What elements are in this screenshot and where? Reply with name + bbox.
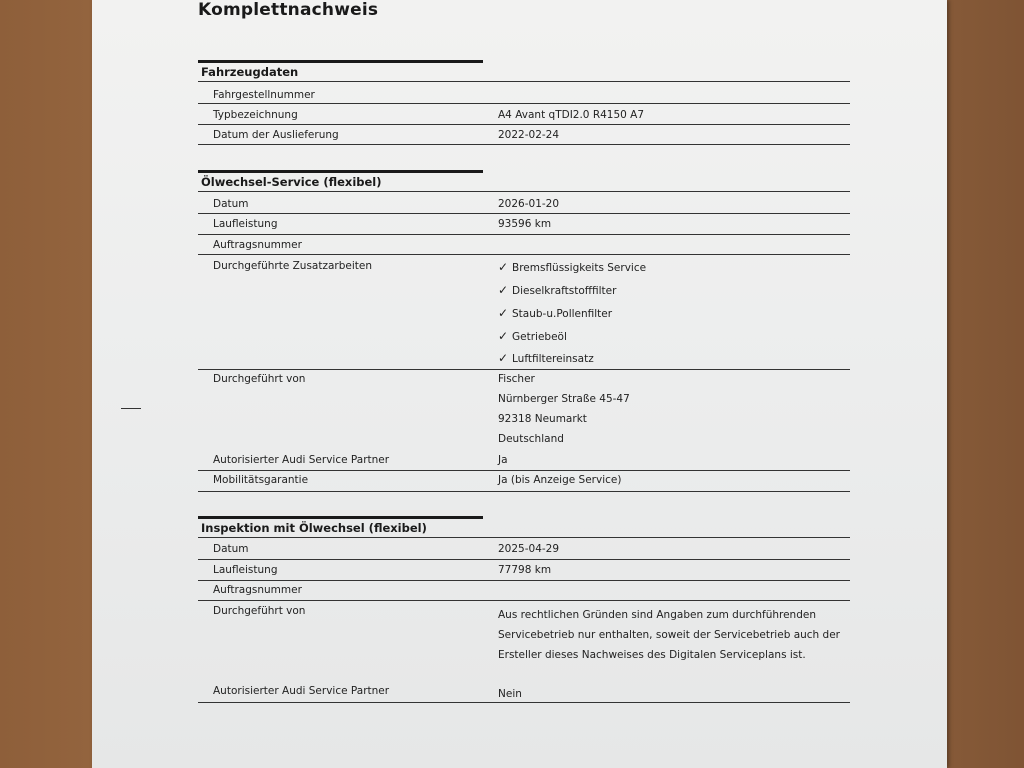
divider bbox=[198, 470, 850, 471]
list-item bbox=[498, 351, 594, 365]
divider bbox=[198, 81, 850, 82]
list-item bbox=[498, 306, 612, 320]
row-label: Autorisierter Audi Service Partner bbox=[213, 454, 390, 466]
row-label: Auftragsnummer bbox=[213, 584, 302, 596]
divider bbox=[198, 213, 850, 214]
section-bar bbox=[198, 60, 483, 63]
section-bar bbox=[198, 170, 483, 173]
address-line: 92318 Neumarkt bbox=[498, 413, 587, 425]
section-bar bbox=[198, 516, 483, 519]
divider bbox=[198, 369, 850, 370]
row-label: Laufleistung bbox=[213, 218, 278, 230]
row-value: 77798 km bbox=[498, 564, 552, 576]
divider bbox=[198, 580, 850, 581]
divider bbox=[198, 559, 850, 560]
divider bbox=[198, 491, 850, 492]
notice-line: Servicebetrieb nur enthalten, soweit der Servicebetrieb auch der bbox=[498, 629, 840, 641]
divider bbox=[198, 191, 850, 192]
divider bbox=[198, 124, 850, 125]
row-label: Durchgeführte Zusatzarbeiten bbox=[213, 260, 373, 272]
row-label: Auftragsnummer bbox=[213, 239, 302, 251]
divider bbox=[198, 103, 850, 104]
check-icon: ✓ bbox=[498, 306, 509, 320]
address-line: Nürnberger Straße 45-47 bbox=[498, 393, 630, 405]
row-value: 2025-04-29 bbox=[498, 543, 560, 555]
row-value: 2022-02-24 bbox=[498, 129, 560, 141]
check-icon: ✓ bbox=[498, 351, 509, 365]
divider bbox=[198, 702, 850, 703]
document-title: Komplettnachweis bbox=[198, 0, 379, 20]
row-label: Durchgeführt von bbox=[213, 605, 306, 617]
list-item-label: Dieselkraftstofffilter bbox=[512, 285, 617, 297]
row-label: Datum der Auslieferung bbox=[213, 129, 339, 141]
margin-mark bbox=[121, 408, 141, 409]
section-title: Fahrzeugdaten bbox=[201, 65, 299, 79]
divider bbox=[198, 144, 850, 145]
row-label: Datum bbox=[213, 198, 249, 210]
list-item bbox=[498, 260, 646, 274]
row-value: Nein bbox=[498, 688, 522, 700]
row-value: A4 Avant qTDI2.0 R4150 A7 bbox=[498, 109, 645, 121]
row-label: Laufleistung bbox=[213, 564, 278, 576]
check-icon: ✓ bbox=[498, 283, 509, 297]
section-title: Inspektion mit Ölwechsel (flexibel) bbox=[201, 521, 427, 535]
list-item-label: Bremsflüssigkeits Service bbox=[512, 262, 647, 274]
row-label: Mobilitätsgarantie bbox=[213, 474, 309, 486]
address-line: Deutschland bbox=[498, 433, 564, 445]
divider bbox=[198, 254, 850, 255]
list-item bbox=[498, 329, 567, 343]
divider bbox=[198, 600, 850, 601]
row-label: Datum bbox=[213, 543, 249, 555]
notice-line: Ersteller dieses Nachweises des Digitalen Serviceplans ist. bbox=[498, 649, 806, 661]
divider bbox=[198, 537, 850, 538]
row-value: Ja (bis Anzeige Service) bbox=[498, 474, 622, 486]
section-title: Ölwechsel-Service (flexibel) bbox=[201, 175, 382, 189]
row-label: Autorisierter Audi Service Partner bbox=[213, 685, 390, 697]
row-label: Typbezeichnung bbox=[213, 109, 298, 121]
row-label: Durchgeführt von bbox=[213, 373, 306, 385]
row-value: 93596 km bbox=[498, 218, 552, 230]
list-item-label: Staub-u.Pollenfilter bbox=[512, 308, 613, 320]
list-item bbox=[498, 283, 616, 297]
list-item-label: Getriebeöl bbox=[512, 331, 567, 343]
notice-line: Aus rechtlichen Gründen sind Angaben zum durchführenden bbox=[498, 609, 816, 621]
row-label: Fahrgestellnummer bbox=[213, 89, 315, 101]
divider bbox=[198, 234, 850, 235]
check-icon: ✓ bbox=[498, 329, 509, 343]
row-value: Ja bbox=[498, 454, 508, 466]
row-value: 2026-01-20 bbox=[498, 198, 560, 210]
list-item-label: Luftfiltereinsatz bbox=[512, 353, 594, 365]
check-icon: ✓ bbox=[498, 260, 509, 274]
address-line: Fischer bbox=[498, 373, 535, 385]
